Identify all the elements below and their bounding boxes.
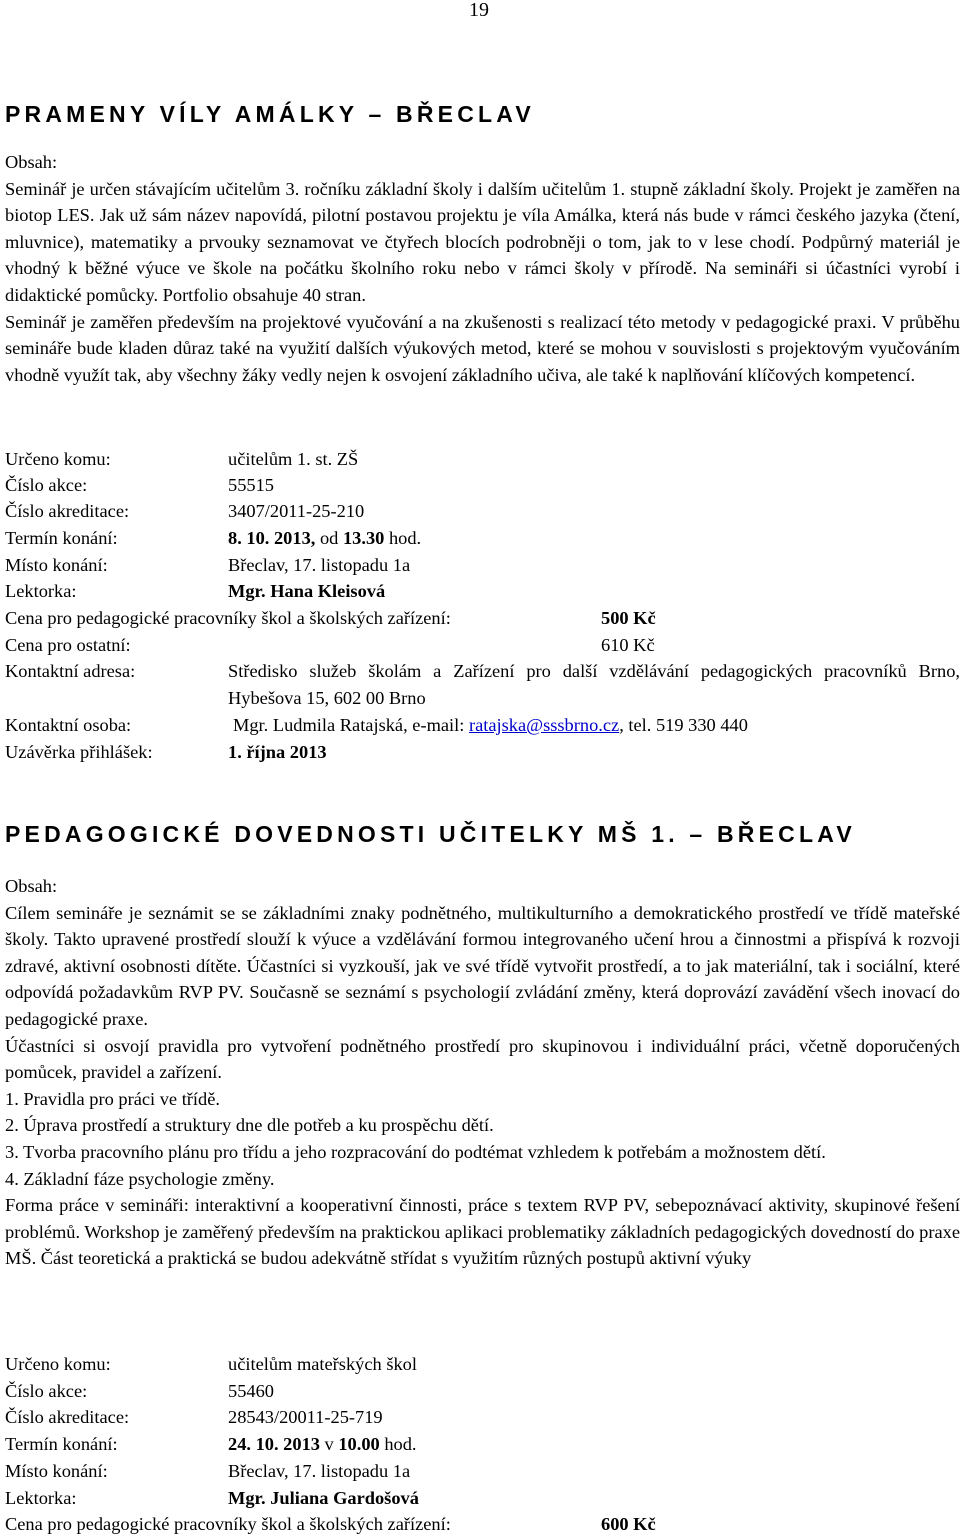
section2-list-item-1: 1. Pravidla pro práci ve třídě. (5, 1088, 220, 1109)
cislo-akce-label: Číslo akce: (5, 1381, 88, 1401)
cena-ped-label: Cena pro pedagogické pracovníky škol a školských zařízení: (5, 1514, 451, 1534)
adresa-label: Kontaktní adresa: (5, 661, 136, 681)
urceno-value: učitelům mateřských škol (228, 1354, 417, 1374)
termin-value (228, 1431, 417, 1458)
section2-list-item-2: 2. Úprava prostředí a struktury dne dle potřeb a ku prospěchu dětí. (5, 1115, 494, 1136)
section1-body (5, 149, 960, 388)
section2-list-item-3: 3. Tvorba pracovního plánu pro třídu a jeho rozpracování do podtémat vzhledem k potřebám a možnostem dětí. (5, 1141, 826, 1162)
osoba-value (233, 712, 748, 739)
cena-ost-label: Cena pro ostatní: (5, 635, 131, 655)
section2-list-item-4: 4. Základní fáze psychologie změny. (5, 1168, 275, 1189)
osoba-prefix: Mgr. Ludmila Ratajská, e-mail: (233, 715, 469, 735)
cislo-akce-value: 55515 (228, 475, 274, 495)
adresa-value: Středisko služeb školám a Zařízení pro další vzdělávání pedagogických pracovníků Brno, Hybešova 15, 602 00 Brno (228, 661, 960, 708)
section1-paragraph1: Seminář je určen stávajícím učitelům 3. ročníku základní školy i dalším učitelům 1. stupně základní školy. Projekt je zaměřen na biotop LES. Jak už sám název napovídá, pilotní postavou projektu je víla Amálka, která nás bude v rámci českého jazyka (čtení, mluvnice), matematiky a prvouky seznamovat ve čtyřech blocích podrobněji o tom, jak to v lese chodí. Podpůrný materiál je vhodný k běžné výuce ve škole na počátku školního roku nebo v rámci školy v přírodě. Na semináři si účastníci vyrobí i didaktické pomůcky. Portfolio obsahuje 40 stran. (5, 178, 960, 305)
cislo-akce-label: Číslo akce: (5, 475, 88, 495)
termin-od: od (315, 528, 343, 548)
lektorka-value (228, 1485, 419, 1512)
lektorka-mgr: Mgr. (228, 1488, 266, 1508)
cena-ped-value: 600 Kč (601, 1514, 656, 1534)
akreditace-label: Číslo akreditace: (5, 501, 130, 521)
lektorka-name: Hana Kleisová (265, 581, 386, 601)
akreditace-value: 3407/2011-25-210 (228, 501, 365, 521)
termin-v: v (319, 1434, 339, 1454)
urceno-label: Určeno komu: (5, 449, 111, 469)
termin-date: 8. 10. 2013, (228, 528, 316, 548)
termin-value (228, 525, 421, 552)
osoba-suffix: , tel. 519 330 440 (619, 715, 748, 735)
urceno-value: učitelům 1. st. ZŠ (228, 449, 359, 469)
termin-time: 10.00 (338, 1434, 380, 1454)
termin-hod: hod. (384, 528, 422, 548)
uzaverka-value: 1. října 2013 (228, 742, 327, 762)
cislo-akce-value: 55460 (228, 1381, 274, 1401)
osoba-label: Kontaktní osoba: (5, 715, 132, 735)
page-number: 19 (469, 0, 489, 21)
misto-label: Místo konání: (5, 1461, 108, 1481)
termin-label: Termín konání: (5, 528, 118, 548)
termin-label: Termín konání: (5, 1434, 118, 1454)
lektorka-mgr: Mgr. (228, 581, 266, 601)
section1-paragraph2: Seminář je zaměřen především na projektové vyučování a na zkušenosti s realizací této metody v pedagogické praxi. V průběhu semináře bude kladen důraz také na využití dalších výukových metod, které se mohou v souvislosti s projektovým vyučováním vhodně využít tak, aby všechny žáky vedly nejen k osvojení základního učiva, ale také k naplňování klíčových kompetencí. (5, 311, 960, 385)
cena-ost-value: 610 Kč (601, 635, 655, 655)
osoba-email-link[interactable]: ratajska@sssbrno.cz (468, 715, 620, 735)
section2-obsah-label: Obsah: (5, 876, 58, 896)
akreditace-label: Číslo akreditace: (5, 1407, 130, 1427)
lektorka-label: Lektorka: (5, 1488, 77, 1508)
lektorka-label: Lektorka: (5, 581, 77, 601)
section1-obsah-label: Obsah: (5, 152, 58, 172)
cena-ped-label: Cena pro pedagogické pracovníky škol a školských zařízení: (5, 608, 451, 628)
section2-paragraph2: Účastníci si osvojí pravidla pro vytvoření podnětného prostředí pro skupinovou i individuální práci, včetně doporučených pomůcek, pravidel a zařízení. (5, 1035, 960, 1083)
misto-value: Břeclav, 17. listopadu 1a (228, 555, 411, 575)
lektorka-name: Juliana Gardošová (265, 1488, 419, 1508)
section2-paragraph1: Cílem semináře je seznámit se se základními znaky podnětného, multikulturního a demokratického prostředí ve třídě mateřské školy. Takto upravené prostředí slouží k výuce a vzdělávání formou integrovaného učení hrou a činnostmi a přispívá k rozvoji zdravé, aktivní osobnosti dítěte. Účastníci si vyzkouší, jak ve své třídě vytvořit prostředí, a to jak materiální, tak i sociální, které odpovídá požadavkům RVP PV. Současně se seznámí s psychologií zvládání změny, která doprovází zavádění všech inovací do pedagogické praxe. (5, 902, 960, 1029)
urceno-label: Určeno komu: (5, 1354, 111, 1374)
lektorka-value (228, 578, 385, 605)
misto-label: Místo konání: (5, 555, 108, 575)
section1-adresa-row (5, 658, 960, 712)
section2-title: PEDAGOGICKÉ DOVEDNOSTI UČITELKY MŠ 1. – BŘECLAV (5, 821, 856, 847)
termin-time: 13.30 (342, 528, 385, 548)
cena-ped-value: 500 Kč (601, 608, 656, 628)
section2-paragraph3: Forma práce v semináři: interaktivní a kooperativní činnosti, práce s textem RVP PV, sebepoznávací aktivity, skupinové řešení problémů. Workshop je zaměřený především na praktickou aplikaci problematiky základních pedagogických dovedností do praxe MŠ. Část teoretická a praktická se budou adekvátně střídat s využitím různých postupů aktivní výuky (5, 1195, 960, 1269)
akreditace-value: 28543/20011-25-719 (228, 1407, 383, 1427)
termin-date: 24. 10. 2013 (228, 1434, 320, 1454)
termin-hod: hod. (379, 1434, 417, 1454)
section1-title: PRAMENY VÍLY AMÁLKY – BŘECLAV (5, 101, 535, 127)
misto-value: Břeclav, 17. listopadu 1a (228, 1461, 411, 1481)
section2-body (5, 873, 960, 1272)
uzaverka-label: Uzávěrka přihlášek: (5, 742, 153, 762)
